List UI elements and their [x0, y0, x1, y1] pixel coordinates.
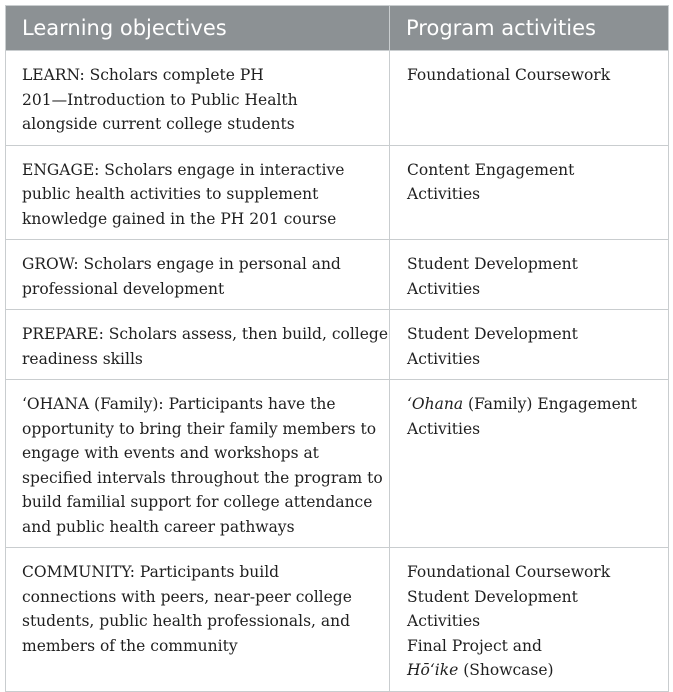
ohana-italic: ʻOhana — [407, 395, 464, 413]
hoike-italic: Hōʻike — [407, 661, 459, 679]
table-row — [6, 380, 669, 548]
table-row — [6, 51, 669, 146]
objective-cell: GROW: Scholars engage in personal and professional development — [6, 240, 390, 310]
objective-cell: ENGAGE: Scholars engage in interactive public health activities to supplement knowledge gained in the PH 201 course — [6, 145, 390, 240]
activity-cell: Content Engagement Activities — [390, 145, 669, 240]
header-row — [6, 6, 669, 51]
activity-cell: Foundational Coursework Student Development Activities Final Project and Hōʻike (Showcase) — [390, 548, 669, 692]
table-row — [6, 548, 669, 692]
objective-cell: COMMUNITY: Participants build connections with peers, near-peer college students, public health professionals, and members of the community — [6, 548, 390, 692]
activity-cell: Foundational Coursework — [390, 51, 669, 146]
objective-cell: LEARN: Scholars complete PH 201—Introduction to Public Health alongside current college students — [6, 51, 390, 146]
objective-cell: PREPARE: Scholars assess, then build, college readiness skills — [6, 310, 390, 380]
objectives-table — [5, 5, 669, 692]
header-learning-objectives: Learning objectives — [6, 6, 390, 51]
table-row — [6, 240, 669, 310]
table-row — [6, 145, 669, 240]
header-program-activities: Program activities — [390, 6, 669, 51]
activity-cell: ʻOhana (Family) Engagement Activities — [390, 380, 669, 548]
activity-cell: Student Development Activities — [390, 310, 669, 380]
objective-cell: ʻOHANA (Family): Participants have the opportunity to bring their family members to engage with events and workshops at specified intervals throughout the program to build familial support for college attendance and public health career pathways — [6, 380, 390, 548]
table-row — [6, 310, 669, 380]
activity-cell: Student Development Activities — [390, 240, 669, 310]
